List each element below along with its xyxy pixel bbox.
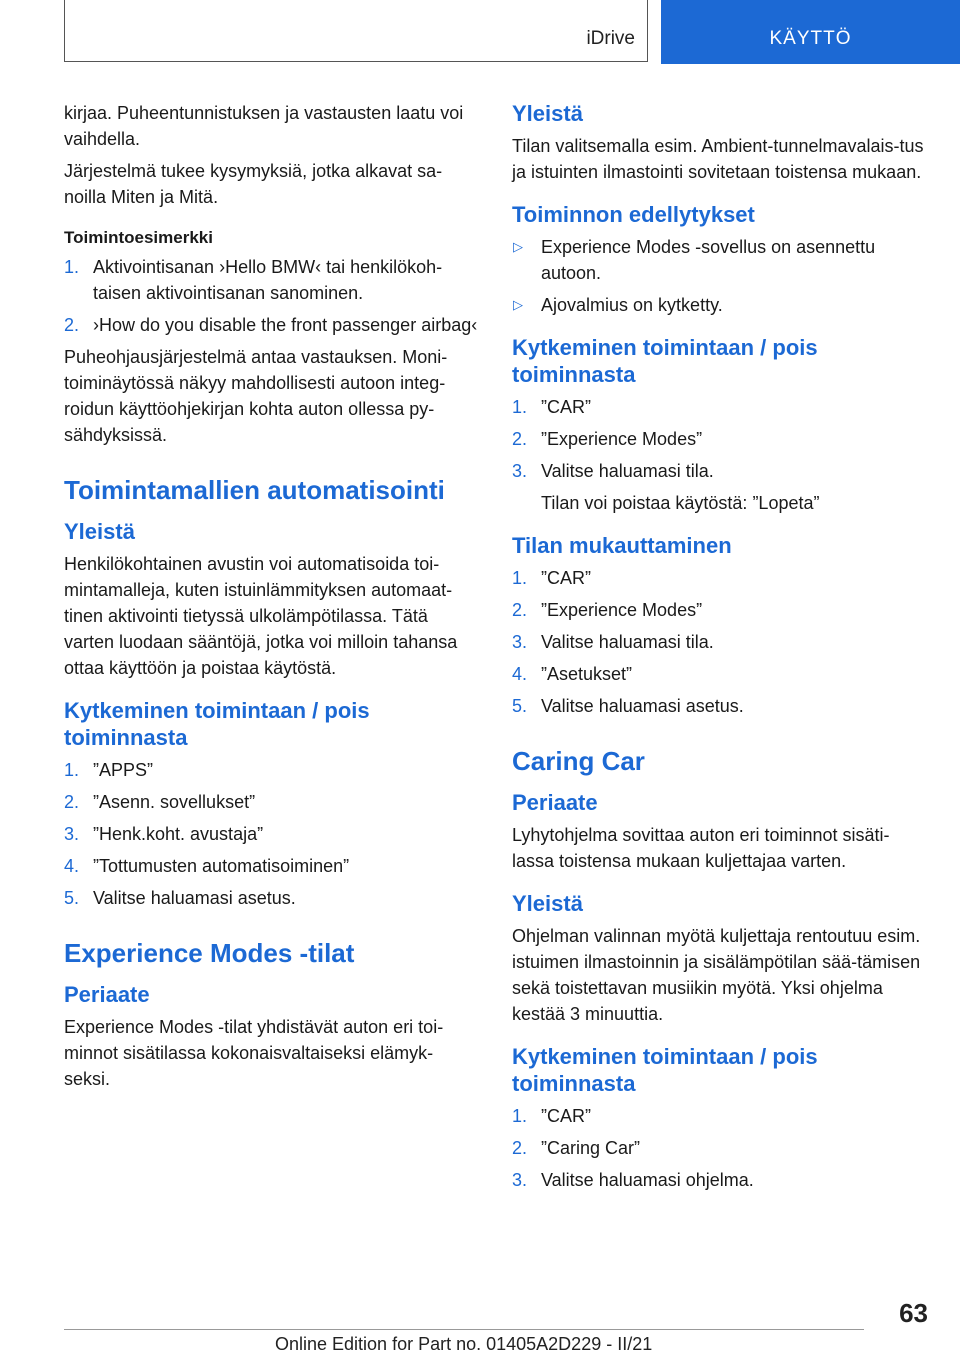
list-item: 4. ”Tottumusten automatisoiminen” — [64, 856, 350, 876]
section-title: Toimintamallien automatisointi — [64, 475, 445, 505]
list-item: 3. Valitse haluamasi tila. — [512, 461, 714, 481]
header-box — [64, 0, 648, 62]
subsection-title: Kytkeminen toimintaan / pois toiminnasta — [512, 1044, 818, 1096]
example-list — [64, 254, 479, 338]
subsection-title: Kytkeminen toimintaan / pois toiminnasta — [64, 698, 370, 750]
list-item: 2. ”Experience Modes” — [512, 600, 703, 620]
paragraph: Experience Modes -tilat yhdistävät auton eri toi‐minnot sisätilassa kokonaisvaltaiseksi elämyk‐seksi. — [64, 1017, 444, 1089]
paragraph: Järjestelmä tukee kysymyksiä, jotka alkavat sa‐noilla Miten ja Mitä. — [64, 161, 443, 207]
prereq-list — [512, 234, 927, 318]
header-title: iDrive — [586, 28, 635, 49]
list-item: 5. Valitse haluamasi asetus. — [512, 696, 744, 716]
list-item: 3. Valitse haluamasi ohjelma. — [512, 1170, 754, 1190]
steps-list — [512, 1103, 927, 1193]
list-item: 2. ”Asenn. sovellukset” — [64, 792, 256, 812]
list-item: 4. ”Asetukset” — [512, 664, 633, 684]
paragraph: Ohjelman valinnan myötä kuljettaja rentoutuu esim. istuimen ilmastoinnin ja sisälämpötilan sää‐tämisen sekä toistettavan musiikin myötä. Yksi ohjelma kestää 3 minuuttia. — [512, 926, 921, 1024]
steps-list — [64, 757, 479, 911]
list-item: ▷ Ajovalmius on kytketty. — [512, 292, 927, 318]
left-column — [64, 100, 479, 1098]
subsection-title: Periaate — [512, 790, 598, 815]
paragraph: kirjaa. Puheentunnistuksen ja vastausten laatu voi vaihdella. — [64, 103, 464, 149]
list-item: 1. ”CAR” — [512, 397, 591, 417]
section-title: Experience Modes -tilat — [64, 938, 355, 968]
paragraph: Henkilökohtainen avustin voi automatisoida toi‐mintamalleja, kuten istuinlämmityksen automaat‐tinen aktivointi tietyssä ulkolämpötilassa. Tätä varten luodaan sääntöjä, jotka voi milloin tahansa ottaa käyttöön ja poistaa käytöstä. — [64, 554, 458, 678]
step-note: Tilan voi poistaa käytöstä: ”Lopeta” — [541, 493, 820, 513]
subsection-title: Toiminnon edellytykset — [512, 202, 755, 227]
page-number: 63 — [899, 1298, 928, 1328]
list-item: 3. ”Henk.koht. avustaja” — [64, 824, 264, 844]
steps-list — [512, 565, 927, 719]
list-item: 5. Valitse haluamasi asetus. — [64, 888, 296, 908]
list-item: 3. Valitse haluamasi tila. — [512, 632, 714, 652]
list-item: ▷ Experience Modes -sovellus on asennettu autoon. — [512, 234, 927, 286]
paragraph: Puheohjausjärjestelmä antaa vastauksen. Moni‐toiminäytössä näkyy mahdollisesti autoon integ‐roidun käyttöohjekirjan kohta auton ollessa py‐sähdyksissä. — [64, 347, 448, 445]
steps-list — [512, 394, 927, 484]
list-item: 2. ”Experience Modes” — [512, 429, 703, 449]
subsection-title: Yleistä — [512, 891, 583, 916]
section-tab — [661, 0, 960, 64]
list-item: 1. Aktivointisanan ›Hello BMW‹ tai henkilökoh‐taisen aktivointisanan sanominen. — [64, 257, 443, 303]
subsection-title: Yleistä — [512, 101, 583, 126]
list-item: 1. ”APPS” — [64, 760, 154, 780]
section-tab-label: KÄYTTÖ — [769, 28, 852, 49]
list-item: 1. ”CAR” — [512, 568, 591, 588]
subsection-title: Yleistä — [64, 519, 135, 544]
paragraph: Lyhytohjelma sovittaa auton eri toiminnot sisäti‐lassa toistensa mukaan kuljettajaa varten. — [512, 825, 890, 871]
list-item: 2. ”Caring Car” — [512, 1138, 641, 1158]
footer-text: Online Edition for Part no. 01405A2D229 - II/21 — [275, 1334, 653, 1354]
paragraph: Tilan valitsemalla esim. Ambient-tunnelmavalais‐tus ja istuinten ilmastointi sovitetaan toistensa mukaan. — [512, 136, 924, 182]
triangle-bullet-icon: ▷ — [513, 239, 523, 254]
subsection-title: Tilan mukauttaminen — [512, 533, 732, 558]
list-item: 1. ”CAR” — [512, 1106, 591, 1126]
list-item: 2. ›How do you disable the front passenger airbag‹ — [64, 315, 478, 335]
triangle-bullet-icon: ▷ — [513, 297, 523, 312]
page-header — [64, 0, 960, 64]
section-title: Caring Car — [512, 746, 645, 776]
subsection-title: Kytkeminen toimintaan / pois toiminnasta — [512, 335, 818, 387]
right-column — [512, 100, 927, 1199]
footer-divider — [64, 1329, 864, 1330]
subsection-title: Periaate — [64, 982, 150, 1007]
example-heading: Toimintoesimerkki — [64, 228, 213, 247]
